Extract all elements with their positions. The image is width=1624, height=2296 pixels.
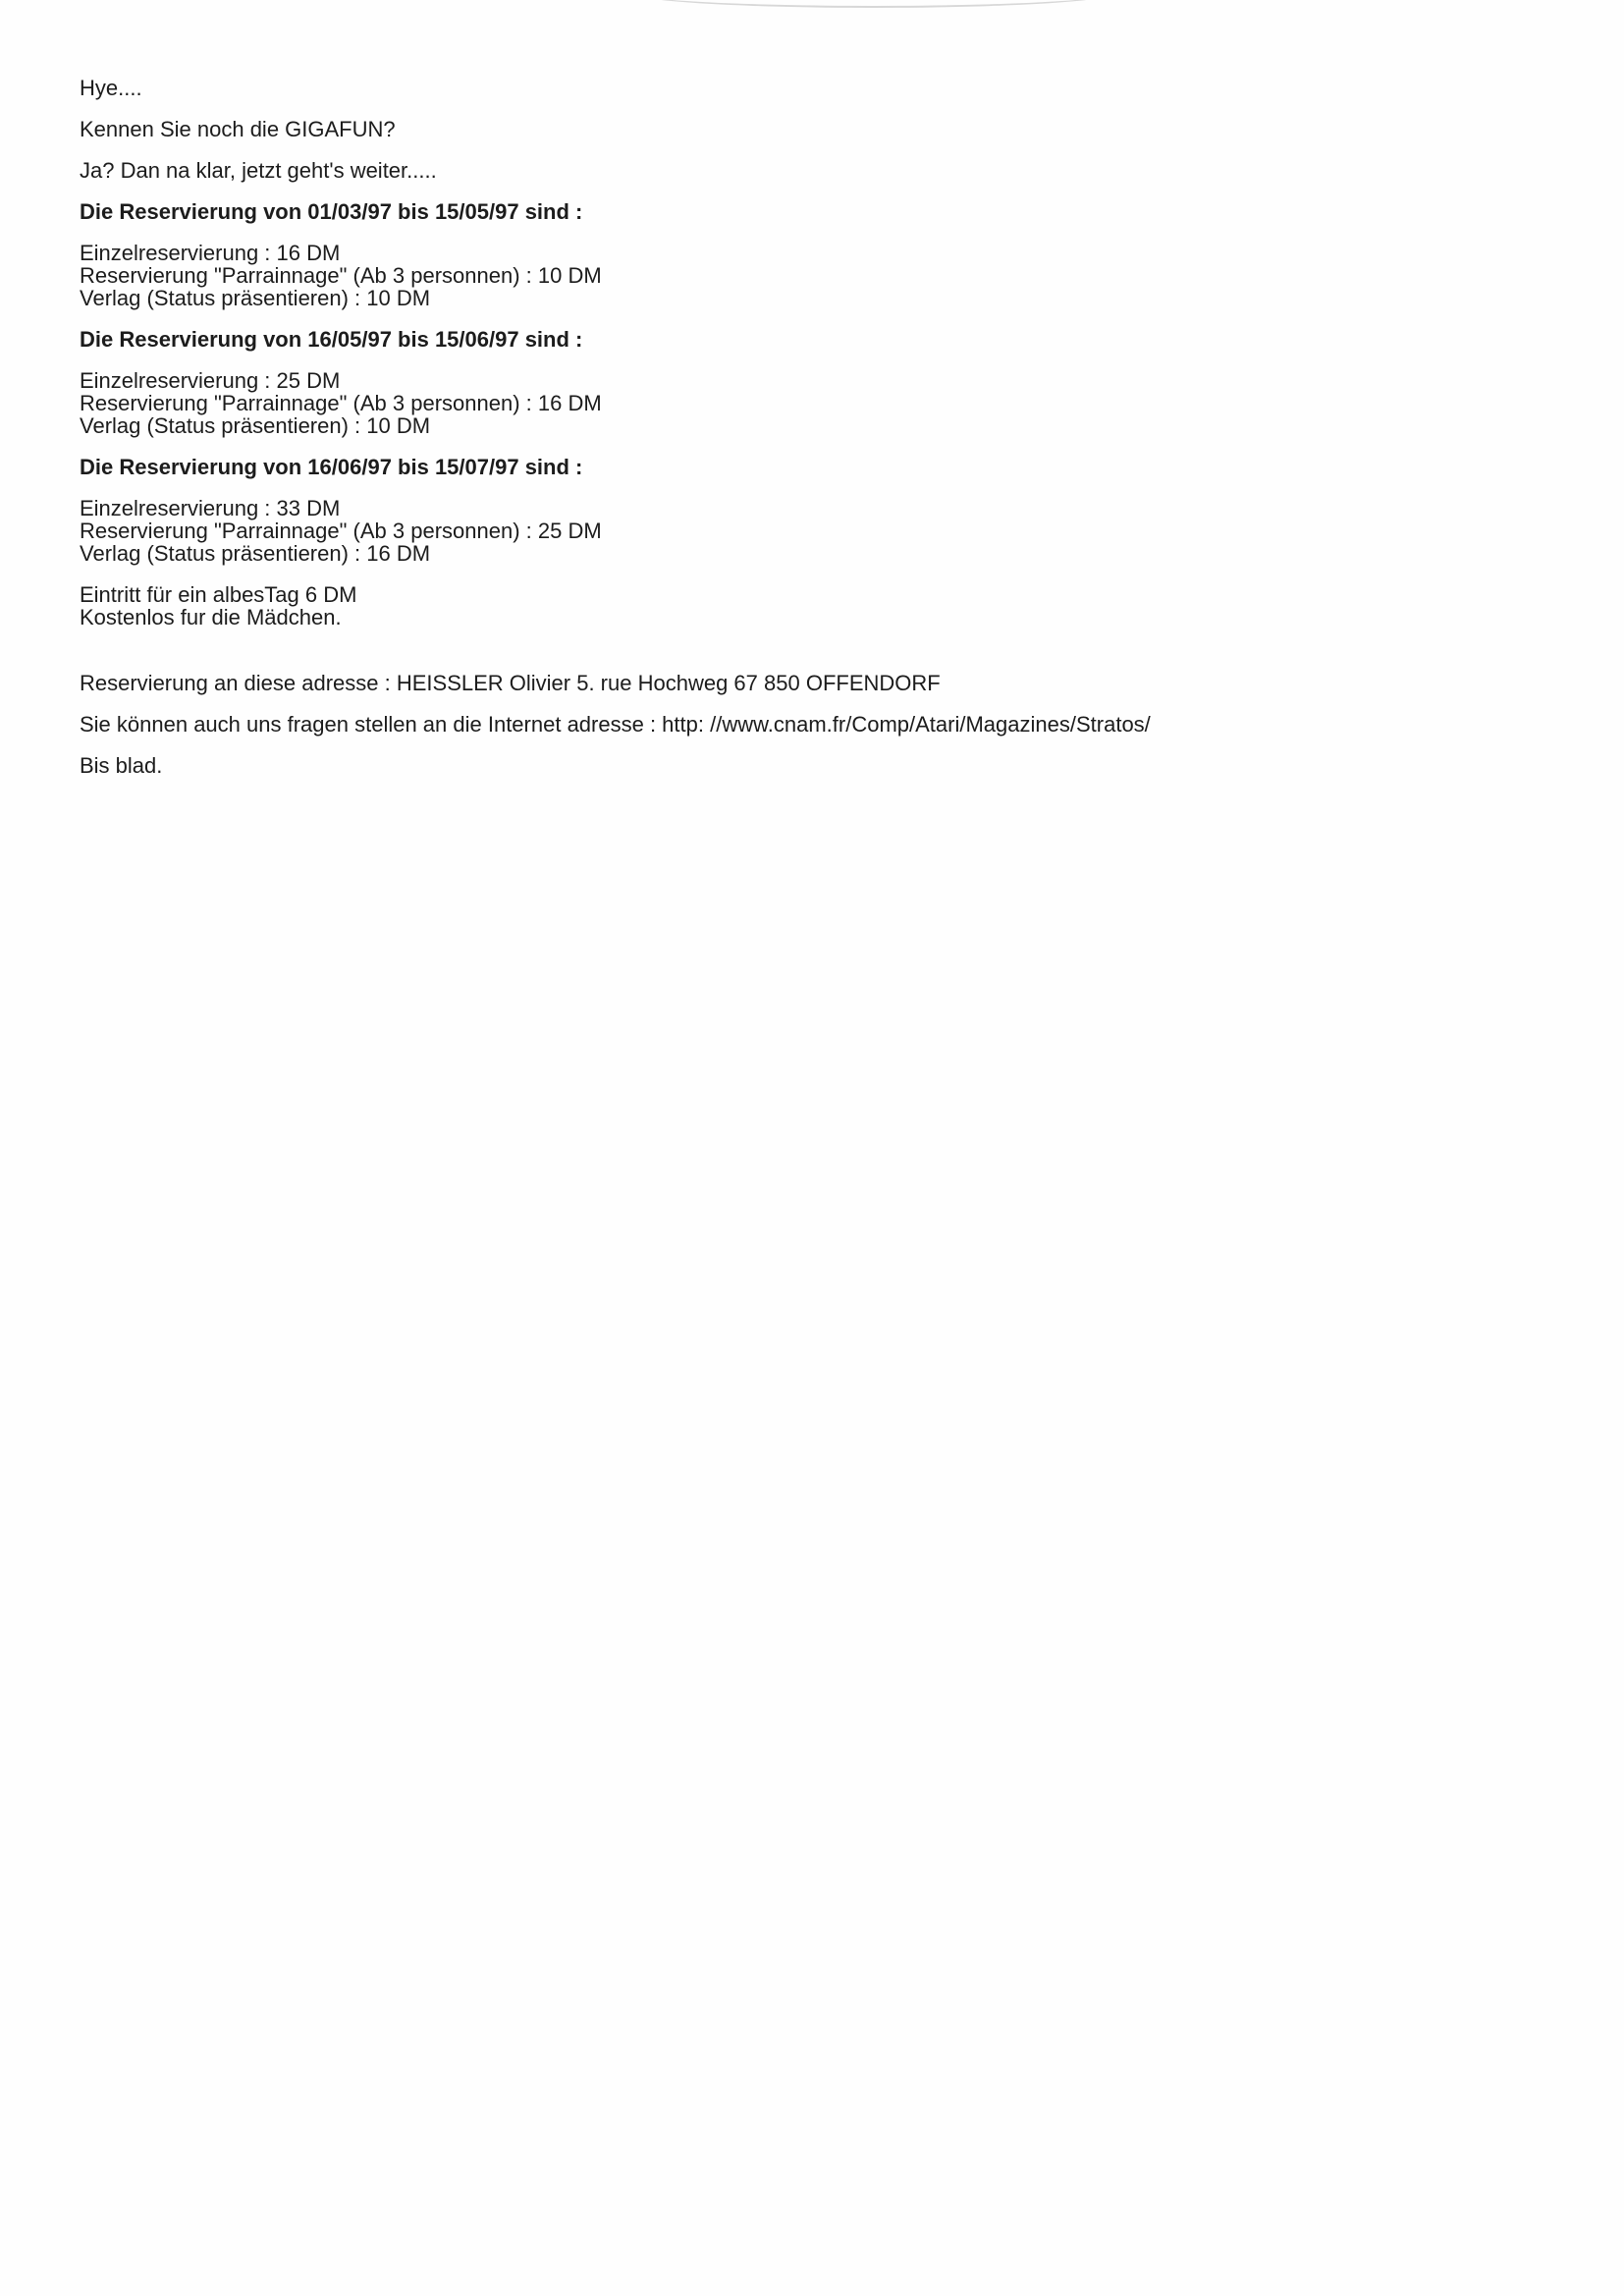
price-line: Einzelreservierung : 16 DM [80, 241, 341, 265]
closing-line: Bis blad. [80, 753, 163, 778]
price-line: Einzelreservierung : 25 DM [80, 368, 341, 393]
reservation-address-line: Reservierung an diese adresse : HEISSLER Olivier 5. rue Hochweg 67 850 OFFENDORF [80, 671, 941, 695]
price-line: Verlag (Status präsentieren) : 10 DM [80, 413, 431, 438]
section-prices-1 [80, 242, 1565, 309]
intro-answer-line: Ja? Dan na klar, jetzt geht's weiter..... [80, 158, 437, 183]
letter-content [0, 0, 1624, 777]
entry-note [80, 583, 1565, 629]
price-line: Verlag (Status präsentieren) : 10 DM [80, 286, 431, 310]
section-prices-3 [80, 497, 1565, 565]
price-line: Einzelreservierung : 33 DM [80, 496, 341, 520]
section-heading-2: Die Reservierung von 16/05/97 bis 15/06/97 sind : [80, 327, 583, 352]
entry-note-line: Kostenlos fur die Mädchen. [80, 605, 342, 629]
price-line: Reservierung "Parrainnage" (Ab 3 personnen) : 16 DM [80, 391, 602, 415]
internet-address-line: Sie können auch uns fragen stellen an die Internet adresse : http: //www.cnam.fr/Comp/Atari/Magazines/Stratos/ [80, 712, 1151, 737]
intro-question-line: Kennen Sie noch die GIGAFUN? [80, 117, 396, 141]
price-line: Reservierung "Parrainnage" (Ab 3 personnen) : 10 DM [80, 263, 602, 288]
section-heading-1: Die Reservierung von 01/03/97 bis 15/05/97 sind : [80, 199, 583, 224]
entry-note-line: Eintritt für ein albesTag 6 DM [80, 582, 357, 607]
price-line: Reservierung "Parrainnage" (Ab 3 personnen) : 25 DM [80, 519, 602, 543]
section-heading-3: Die Reservierung von 16/06/97 bis 15/07/97 sind : [80, 455, 583, 479]
greeting-line: Hye.... [80, 76, 142, 100]
price-line: Verlag (Status präsentieren) : 16 DM [80, 541, 431, 566]
section-prices-2 [80, 369, 1565, 437]
